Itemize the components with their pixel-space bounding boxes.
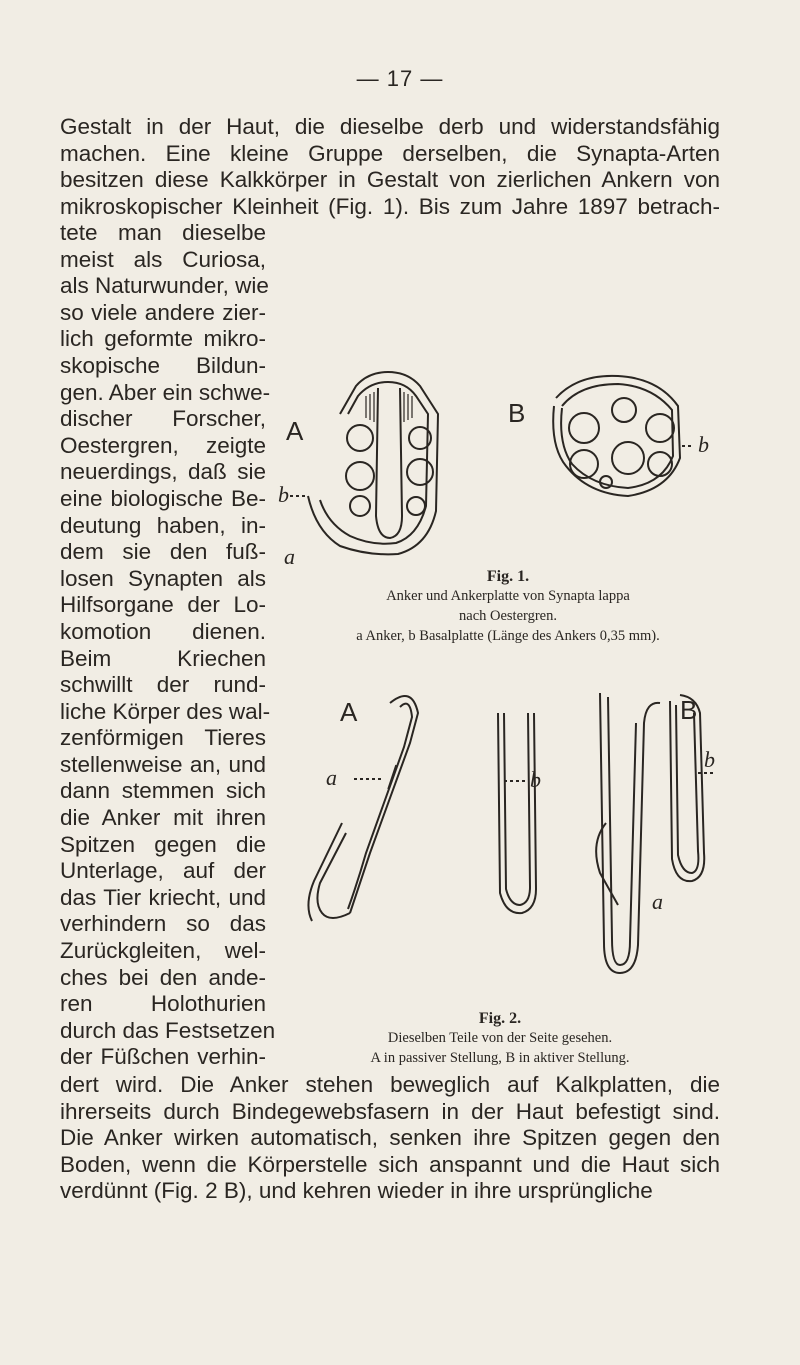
text-line: als Naturwunder, wie bbox=[60, 273, 269, 299]
text-line: Zurückgleiten, wel- bbox=[60, 938, 266, 964]
text-line: so viele andere zier- bbox=[60, 299, 266, 325]
text-line: Unterlage, auf der bbox=[60, 858, 266, 884]
text-line: dem sie den fuß- bbox=[60, 539, 266, 565]
text-line: Die Anker wirken automatisch, senken ihre Spitzen gegen den bbox=[60, 1125, 720, 1151]
figure-2-label-b-mid: b bbox=[530, 767, 541, 792]
figure-2-illustration bbox=[300, 683, 720, 983]
text-line: losen Synapten als bbox=[60, 565, 266, 591]
figure-1-label-b-right: b bbox=[698, 432, 709, 457]
figure-2-label-a-right: a bbox=[652, 889, 663, 914]
figure-2-label-B: B bbox=[680, 695, 698, 725]
text-line: skopische Bildun- bbox=[60, 352, 266, 378]
text-line: machen. Eine kleine Gruppe derselben, die Synapta-Arten bbox=[60, 140, 720, 166]
text-line: durch das Festsetzen bbox=[60, 1017, 276, 1043]
text-line: schwillt der rund- bbox=[60, 672, 266, 698]
figure-2-caption bbox=[290, 1010, 710, 1068]
text-line: die Anker mit ihren bbox=[60, 805, 266, 831]
figure-2-caption-line: A in passiver Stellung, B in aktiver Stellung. bbox=[370, 1050, 630, 1066]
text-line: deutung haben, in- bbox=[60, 512, 266, 538]
paragraph-top bbox=[60, 114, 720, 220]
text-line: ren Holothurien bbox=[60, 991, 266, 1017]
text-line: meist als Curiosa, bbox=[60, 246, 266, 272]
figure-1-caption-line: Anker und Ankerplatte von Synapta lappa bbox=[386, 588, 630, 604]
figure-1-label-b-left: b bbox=[278, 482, 289, 507]
text-line: besitzen diese Kalkkörper in Gestalt von zierlichen Ankern von bbox=[60, 167, 720, 193]
text-line: stellenweise an, und bbox=[60, 751, 266, 777]
text-line: Boden, wenn die Körperstelle sich anspannt und die Haut sich bbox=[60, 1151, 720, 1177]
text-line: das Tier kriecht, und bbox=[60, 884, 266, 910]
page-number: — 17 — bbox=[356, 66, 444, 91]
text-line: verhindern so das bbox=[60, 911, 266, 937]
text-line: zenförmigen Tieres bbox=[60, 725, 266, 751]
text-line: Beim Kriechen bbox=[60, 645, 266, 671]
text-line: ihrerseits durch Bindegewebsfasern in der Haut befestigt sind. bbox=[60, 1098, 720, 1124]
text-line: tete man dieselbe bbox=[60, 220, 266, 245]
figure-1-caption bbox=[288, 568, 728, 646]
text-line: Hilfsorgane der Lo- bbox=[60, 592, 266, 618]
figure-2-title: Fig. 2. bbox=[478, 1010, 522, 1027]
figure-1-caption-line: nach Oestergren. bbox=[459, 608, 557, 624]
paragraph-bottom bbox=[60, 1072, 720, 1205]
figure-1-illustration bbox=[278, 366, 738, 566]
figure-2-label-a-left: a bbox=[326, 765, 337, 790]
figure-1-title: Fig. 1. bbox=[486, 568, 530, 585]
text-line: Spitzen gegen die bbox=[60, 831, 266, 857]
text-line: ches bei den ande- bbox=[60, 964, 266, 990]
text-line: dann stemmen sich bbox=[60, 778, 266, 804]
text-line: der Füßchen verhin- bbox=[60, 1044, 266, 1070]
figure-1-label-B: B bbox=[508, 398, 526, 428]
figure-1-caption-line: a Anker, b Basalplatte (Länge des Ankers 0,35 mm). bbox=[356, 628, 660, 644]
text-line: gen. Aber ein schwe- bbox=[60, 379, 271, 405]
text-line: neuerdings, daß sie bbox=[60, 459, 266, 485]
figure-1-label-a: a bbox=[284, 544, 295, 566]
text-line: liche Körper des wal- bbox=[60, 698, 271, 724]
text-line: mikroskopischer Kleinheit (Fig. 1). Bis zum Jahre 1897 betrach- bbox=[60, 193, 720, 219]
text-line: eine biologische Be- bbox=[60, 485, 266, 511]
figure-2-label-b-right: b bbox=[704, 747, 715, 772]
text-line: komotion dienen. bbox=[60, 618, 266, 644]
paragraph-narrow bbox=[60, 220, 276, 1071]
text-line: discher Forscher, bbox=[60, 406, 266, 432]
figure-2-label-A: A bbox=[340, 697, 358, 727]
text-line: Gestalt in der Haut, die dieselbe derb und widerstandsfähig bbox=[60, 114, 720, 139]
text-line: lich geformte mikro- bbox=[60, 326, 266, 352]
text-line: dert wird. Die Anker stehen beweglich auf Kalkplatten, die bbox=[60, 1072, 720, 1097]
figure-1-label-A: A bbox=[286, 416, 304, 446]
text-line: verdünnt (Fig. 2 B), und kehren wieder in ihre ursprüngliche bbox=[60, 1178, 653, 1204]
text-line: Oestergren, zeigte bbox=[60, 432, 266, 458]
figure-2-caption-line: Dieselben Teile von der Seite gesehen. bbox=[387, 1030, 613, 1046]
